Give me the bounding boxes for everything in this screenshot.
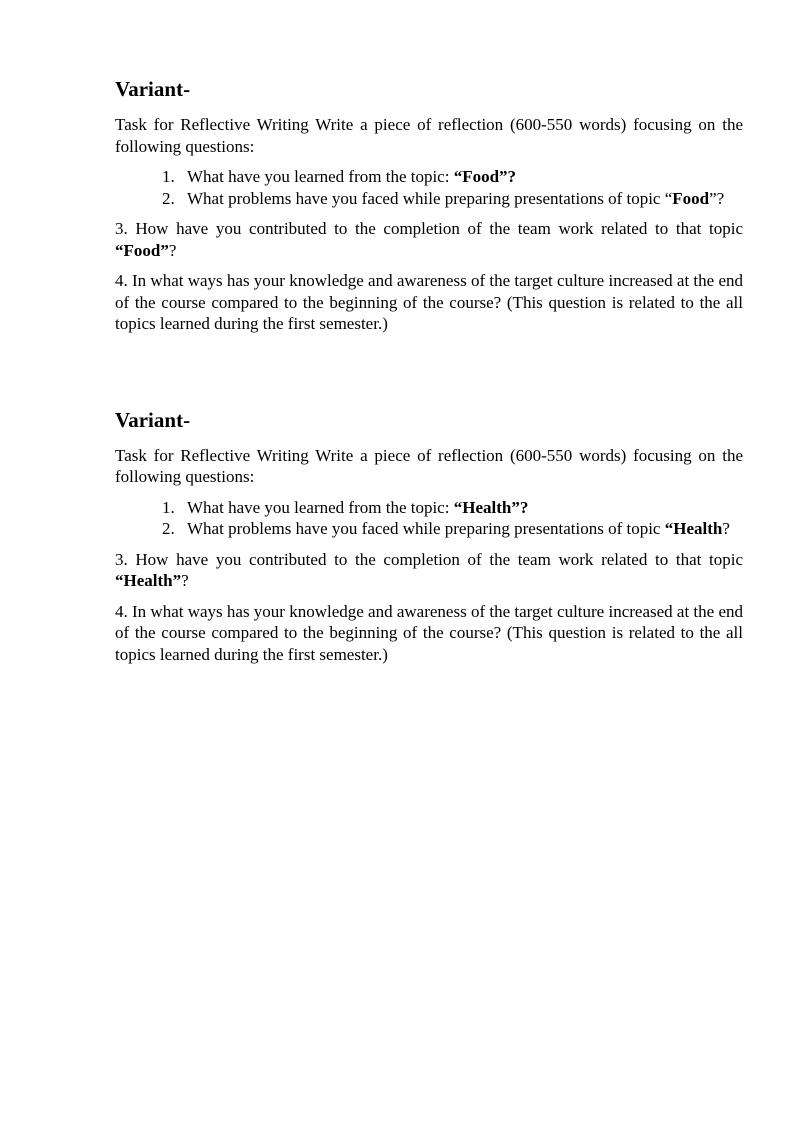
question-number: 1. xyxy=(162,497,175,517)
question-2 xyxy=(115,518,743,540)
question-number: 1. xyxy=(162,167,175,186)
question-text: What problems have you faced while preparing presentations of topic xyxy=(187,188,665,208)
topic-name: “Health” xyxy=(115,571,182,590)
question-text: 3. How have you contributed to the completion of the team work related to that topic xyxy=(115,549,743,569)
task-intro: Task for Reflective Writing Write a piece of reflection (600-550 words) focusing on the following questions: xyxy=(115,445,743,486)
variant-section-health xyxy=(115,407,743,666)
question-tail: ? xyxy=(181,571,189,590)
question-2 xyxy=(115,188,743,210)
question-text: 3. How have you contributed to the completion of the team work related to that topic xyxy=(115,219,743,238)
topic-name: Food xyxy=(672,188,710,208)
question-list xyxy=(115,497,743,540)
question-4: 4. In what ways has your knowledge and awareness of the target culture increased at the end of the course compared to the beginning of the course? (This question is related to the all topics learned during the first semester.) xyxy=(115,271,743,333)
question-number: 2. xyxy=(162,188,175,208)
question-3 xyxy=(115,549,743,592)
question-text: What have you learned from the topic: xyxy=(187,497,454,517)
topic-name: “Food”? xyxy=(453,167,517,186)
variant-section-food xyxy=(115,76,743,335)
question-3 xyxy=(115,218,743,261)
question-4: 4. In what ways has your knowledge and awareness of the target culture increased at the end of the course compared to the beginning of the course? (This question is related to the all topics learned during the first semester.) xyxy=(115,601,743,664)
task-intro: Task for Reflective Writing Write a piece of reflection (600-550 words) focusing on the following questions: xyxy=(115,115,743,156)
question-1 xyxy=(115,166,743,188)
topic-name: “Health”? xyxy=(453,497,529,517)
open-quote: “ xyxy=(664,188,673,208)
question-tail: ? xyxy=(722,519,730,538)
question-list xyxy=(115,166,743,209)
question-tail: ”? xyxy=(709,188,725,208)
question-1 xyxy=(115,497,743,519)
topic-name: “Health xyxy=(664,519,723,538)
variant-heading: Variant- xyxy=(115,77,191,101)
question-tail: ? xyxy=(168,240,177,260)
question-number: 2. xyxy=(162,519,175,538)
question-text: What problems have you faced while preparing presentations of topic xyxy=(187,519,665,538)
question-text: What have you learned from the topic: xyxy=(187,167,454,186)
topic-name: “Food” xyxy=(115,240,169,260)
variant-heading: Variant- xyxy=(115,407,191,432)
